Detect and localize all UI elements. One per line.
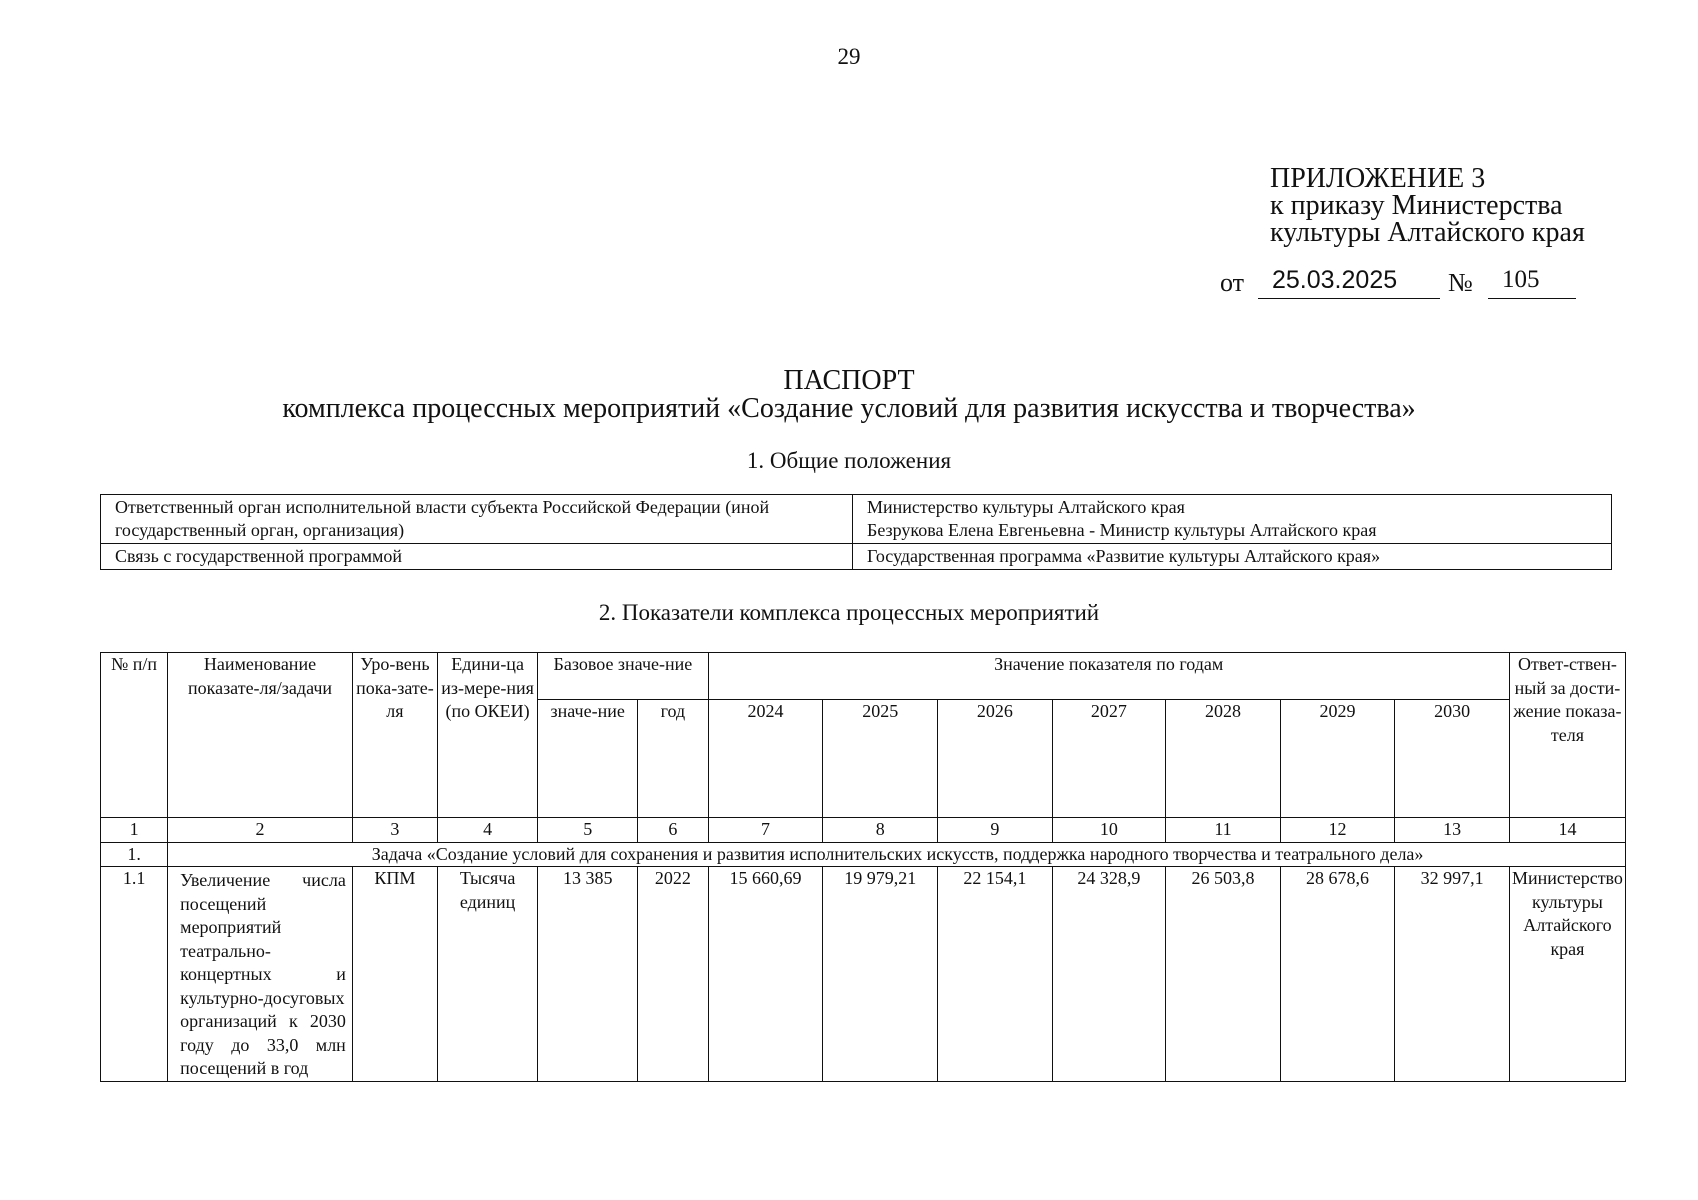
header-base-value: значе-ние [538, 700, 638, 818]
indicator-number: 1.1 [101, 867, 168, 1082]
general-provisions-table [100, 494, 1612, 570]
indicator-value-2025: 19 979,21 [823, 867, 938, 1082]
appendix-line-2: к приказу Министерства [1270, 190, 1563, 221]
order-date: 25.03.2025 [1258, 262, 1440, 299]
order-number: 105 [1488, 262, 1576, 299]
responsible-body-value [853, 495, 1612, 544]
page-number: 29 [837, 44, 861, 69]
indicator-value-2029: 28 678,6 [1280, 867, 1395, 1082]
number-label: № [1448, 268, 1473, 297]
header-years-group: Значение показателя по годам [708, 653, 1509, 700]
indicator-value-2024: 15 660,69 [708, 867, 823, 1082]
task-text: Задача «Создание условий для сохранения и развития исполнительских искусств, поддержка народного творчества и театрального дела» [168, 842, 1626, 867]
indicator-value-2028: 26 503,8 [1166, 867, 1281, 1082]
header-year: 2028 [1166, 700, 1281, 818]
program-link-value: Государственная программа «Развитие культуры Алтайского края» [853, 544, 1612, 570]
indicator-value-2027: 24 328,9 [1052, 867, 1166, 1082]
header-row-1 [101, 653, 1626, 700]
section-1-heading: 1. Общие положения [746, 448, 952, 473]
header-unit: Едини-ца из-мере-ния (по ОКЕИ) [438, 653, 538, 818]
indicator-value-2026: 22 154,1 [938, 867, 1053, 1082]
header-responsible: Ответ-ствен-ный за дости-жение показа-теля [1509, 653, 1625, 818]
header-base: Базовое значе-ние [538, 653, 708, 700]
minister-name: Безрукова Елена Евгеньевна - Министр культуры Алтайского края [867, 520, 1377, 540]
indicator-level: КПМ [352, 867, 437, 1082]
document-title [0, 367, 1698, 423]
column-number: 9 [938, 818, 1053, 843]
ministry-name: Министерство культуры Алтайского края [867, 497, 1185, 517]
indicator-responsible: Министерство культуры Алтайского края [1509, 867, 1625, 1082]
header-name: Наименование показате-ля/задачи [168, 653, 353, 818]
header-year: 2024 [708, 700, 823, 818]
header-num: № п/п [101, 653, 168, 818]
column-number: 2 [168, 818, 353, 843]
title-line-2: комплекса процессных мероприятий «Создание условий для развития искусства и творчества» [282, 393, 1416, 424]
column-number: 6 [638, 818, 708, 843]
program-link-label: Связь с государственной программой [101, 544, 853, 570]
header-year: 2027 [1052, 700, 1166, 818]
section-2-heading: 2. Показатели комплекса процессных мероприятий [598, 600, 1100, 625]
indicator-base-year: 2022 [638, 867, 708, 1082]
header-level: Уро-вень пока-зате-ля [352, 653, 437, 818]
column-number: 1 [101, 818, 168, 843]
header-year: 2026 [938, 700, 1053, 818]
table-row [101, 495, 1612, 544]
task-row [101, 842, 1626, 867]
appendix-block [1270, 165, 1585, 246]
date-label: от [1220, 268, 1245, 297]
column-number: 11 [1166, 818, 1281, 843]
header-year: 2025 [823, 700, 938, 818]
indicator-base-value: 13 385 [538, 867, 638, 1082]
responsible-body-label: Ответственный орган исполнительной власти субъекта Российской Федерации (иной государственный орган, организация) [101, 495, 853, 544]
header-year: 2029 [1280, 700, 1395, 818]
column-number: 4 [438, 818, 538, 843]
column-number: 13 [1395, 818, 1510, 843]
column-number: 7 [708, 818, 823, 843]
column-numbers-row [101, 818, 1626, 843]
header-year: 2030 [1395, 700, 1510, 818]
table-row [101, 544, 1612, 570]
title-line-1: ПАСПОРТ [783, 365, 915, 396]
column-number: 3 [352, 818, 437, 843]
indicators-table [100, 652, 1626, 1082]
header-base-year: год [638, 700, 708, 818]
task-number: 1. [101, 842, 168, 867]
indicator-row [101, 867, 1626, 1082]
appendix-line-1: ПРИЛОЖЕНИЕ 3 [1270, 163, 1486, 194]
indicator-name: Увеличение числа посещений мероприятий театрально-концертных и культурно-досуговых организаций к 2030 году до 33,0 млн посещений в год [168, 867, 353, 1082]
indicator-unit: Тысяча единиц [438, 867, 538, 1082]
appendix-line-3: культуры Алтайского края [1270, 217, 1585, 248]
column-number: 10 [1052, 818, 1166, 843]
column-number: 8 [823, 818, 938, 843]
column-number: 12 [1280, 818, 1395, 843]
column-number: 5 [538, 818, 638, 843]
indicator-value-2030: 32 997,1 [1395, 867, 1510, 1082]
column-number: 14 [1509, 818, 1625, 843]
